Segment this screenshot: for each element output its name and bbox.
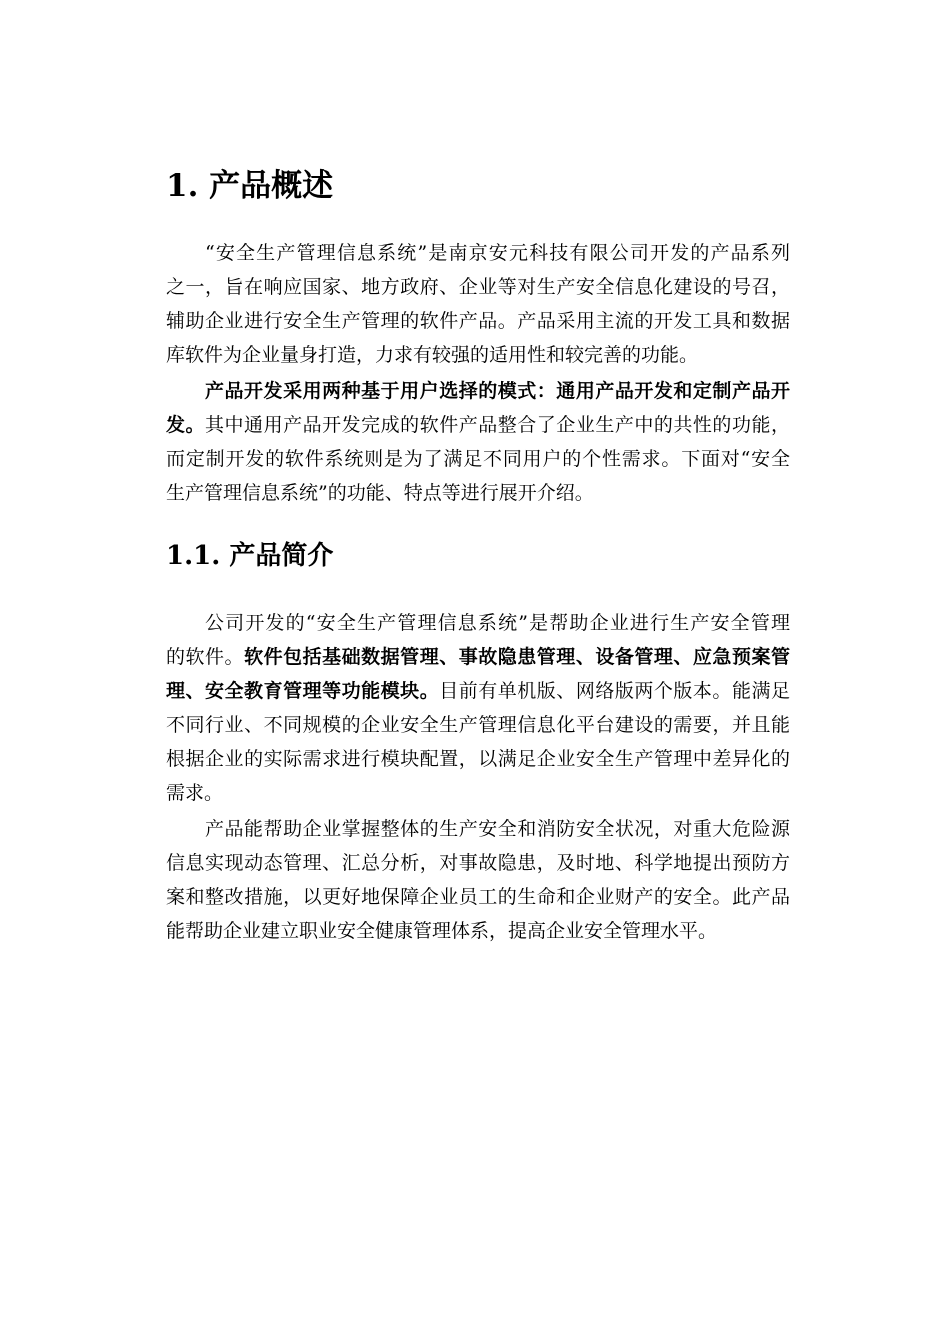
- paragraph-text: 的软件。: [166, 646, 245, 668]
- section-heading-product-overview: 1. 产品概述: [166, 168, 334, 204]
- paragraph-line: 能帮助企业建立职业安全健康管理体系，提高企业安全管理水平。: [166, 920, 718, 942]
- bold-text: 发。: [166, 414, 206, 436]
- bold-text: 产品开发采用两种基于用户选择的模式：通用产品开发和定制产品开: [205, 380, 790, 402]
- paragraph-development-modes: [166, 374, 790, 510]
- paragraph-line: 之一，旨在响应国家、地方政府、企业等对生产安全信息化建设的号召，: [166, 276, 790, 298]
- paragraph-line: “安全生产管理信息系统”是南京安元科技有限公司开发的产品系列: [205, 242, 790, 264]
- paragraph-product-intro: [166, 606, 790, 810]
- paragraph-line: 需求。: [166, 782, 224, 804]
- paragraph-line: 辅助企业进行安全生产管理的软件产品。产品采用主流的开发工具和数据: [166, 310, 790, 332]
- paragraph-line: 不同行业、不同规模的企业安全生产管理信息化平台建设的需要，并且能: [166, 714, 790, 736]
- paragraph-line: 公司开发的“安全生产管理信息系统”是帮助企业进行生产安全管理: [205, 612, 790, 634]
- paragraph-line: 而定制开发的软件系统则是为了满足不同用户的个性需求。下面对“安全: [166, 448, 790, 470]
- paragraph-line: [166, 674, 790, 708]
- paragraph-line: [166, 640, 790, 674]
- paragraph-line: 产品能帮助企业掌握整体的生产安全和消防安全状况，对重大危险源: [205, 818, 790, 840]
- paragraph-line: 生产管理信息系统”的功能、特点等进行展开介绍。: [166, 482, 594, 504]
- paragraph-line: 案和整改措施，以更好地保障企业员工的生命和企业财产的安全。此产品: [166, 886, 790, 908]
- paragraph-line: 根据企业的实际需求进行模块配置，以满足企业安全生产管理中差异化的: [166, 748, 790, 770]
- paragraph-line: 信息实现动态管理、汇总分析，对事故隐患，及时地、科学地提出预防方: [166, 852, 790, 874]
- paragraph-product-benefits: [166, 812, 790, 948]
- section-heading-product-intro: 1.1. 产品简介: [166, 541, 334, 571]
- paragraph-line: 库软件为企业量身打造，力求有较强的适用性和较完善的功能。: [166, 344, 699, 366]
- paragraph-line: [166, 408, 790, 442]
- bold-text: 软件包括基础数据管理、事故隐患管理、设备管理、应急预案管: [244, 646, 790, 668]
- bold-text: 理、安全教育管理等功能模块。: [166, 680, 440, 702]
- paragraph-text: 其中通用产品开发完成的软件产品整合了企业生产中的共性的功能，: [205, 414, 790, 436]
- paragraph-overview-intro: [166, 236, 790, 372]
- paragraph-text: 目前有单机版、网络版两个版本。能满足: [439, 680, 790, 702]
